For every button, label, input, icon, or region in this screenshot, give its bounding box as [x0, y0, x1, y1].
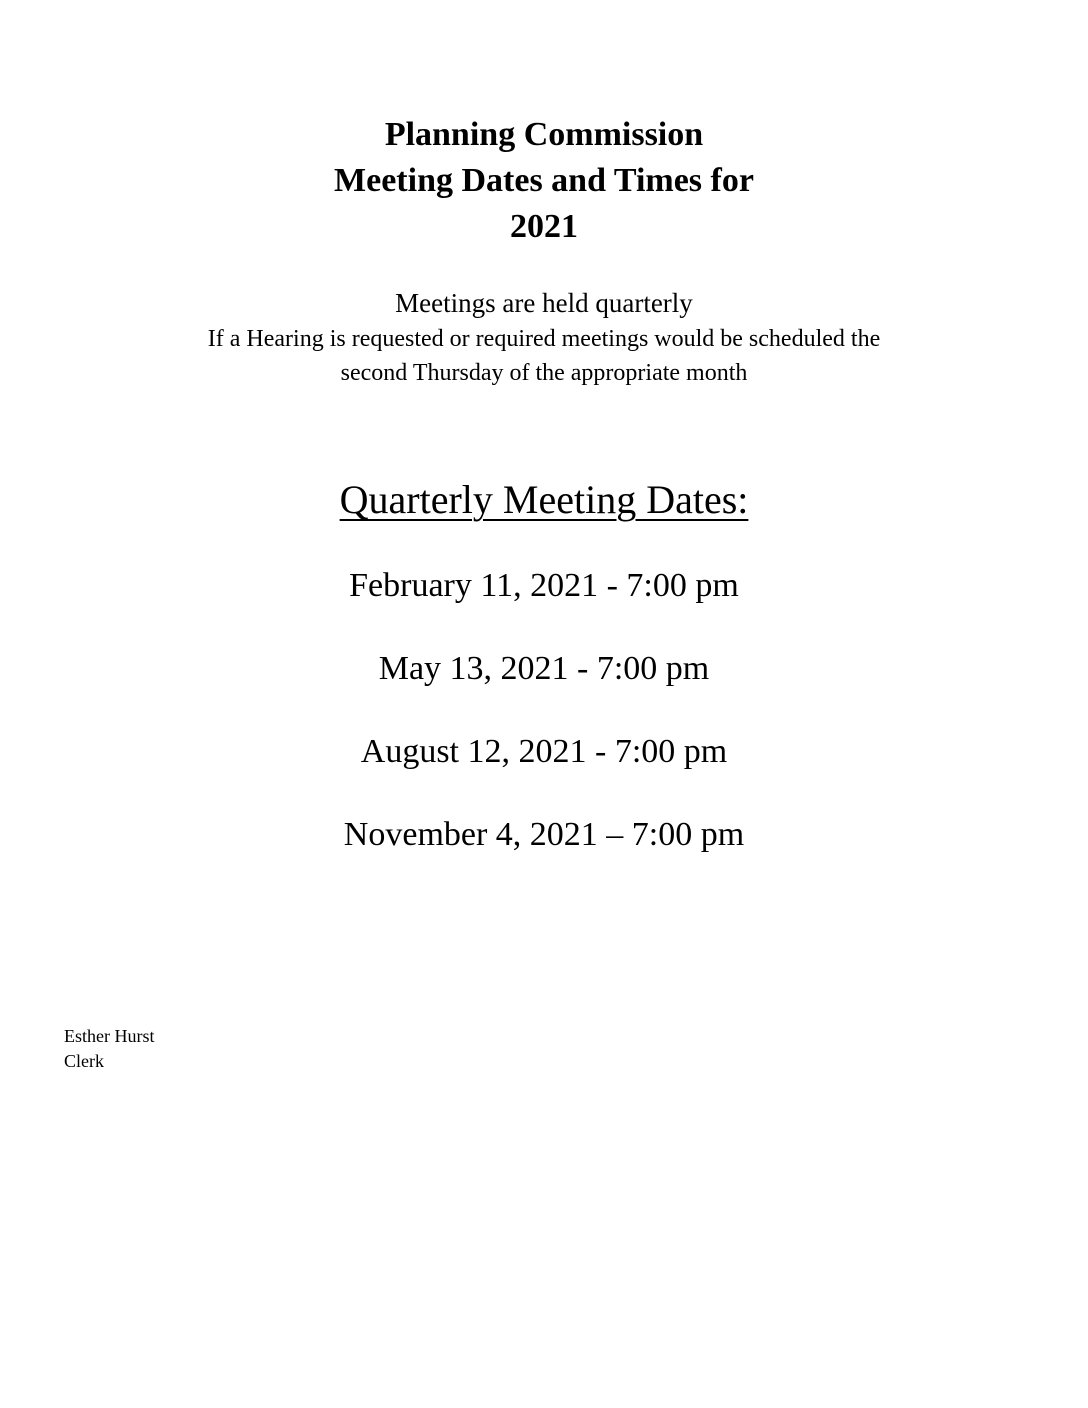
- signature-role: Clerk: [64, 1051, 104, 1071]
- title-line-3: 2021: [510, 208, 578, 245]
- dates-heading: Quarterly Meeting Dates:: [339, 477, 749, 522]
- meeting-date: November 4, 2021 – 7:00 pm: [343, 816, 745, 853]
- signature-block: [64, 1024, 154, 1074]
- meeting-date: May 13, 2021 - 7:00 pm: [378, 650, 710, 687]
- title-line-1: Planning Commission: [384, 116, 704, 153]
- meeting-date: August 12, 2021 - 7:00 pm: [360, 733, 728, 770]
- title-line-2: Meeting Dates and Times for: [334, 162, 754, 199]
- intro-line-1: Meetings are held quarterly: [395, 288, 693, 318]
- document-title: [0, 112, 1088, 250]
- intro-line-3: second Thursday of the appropriate month: [340, 360, 748, 386]
- meeting-date-list: [0, 562, 1088, 894]
- intro-text: [0, 284, 1088, 390]
- meeting-date: February 11, 2021 - 7:00 pm: [349, 567, 739, 604]
- intro-line-2: If a Hearing is requested or required meetings would be scheduled the: [207, 326, 881, 352]
- signature-name: Esther Hurst: [64, 1026, 155, 1046]
